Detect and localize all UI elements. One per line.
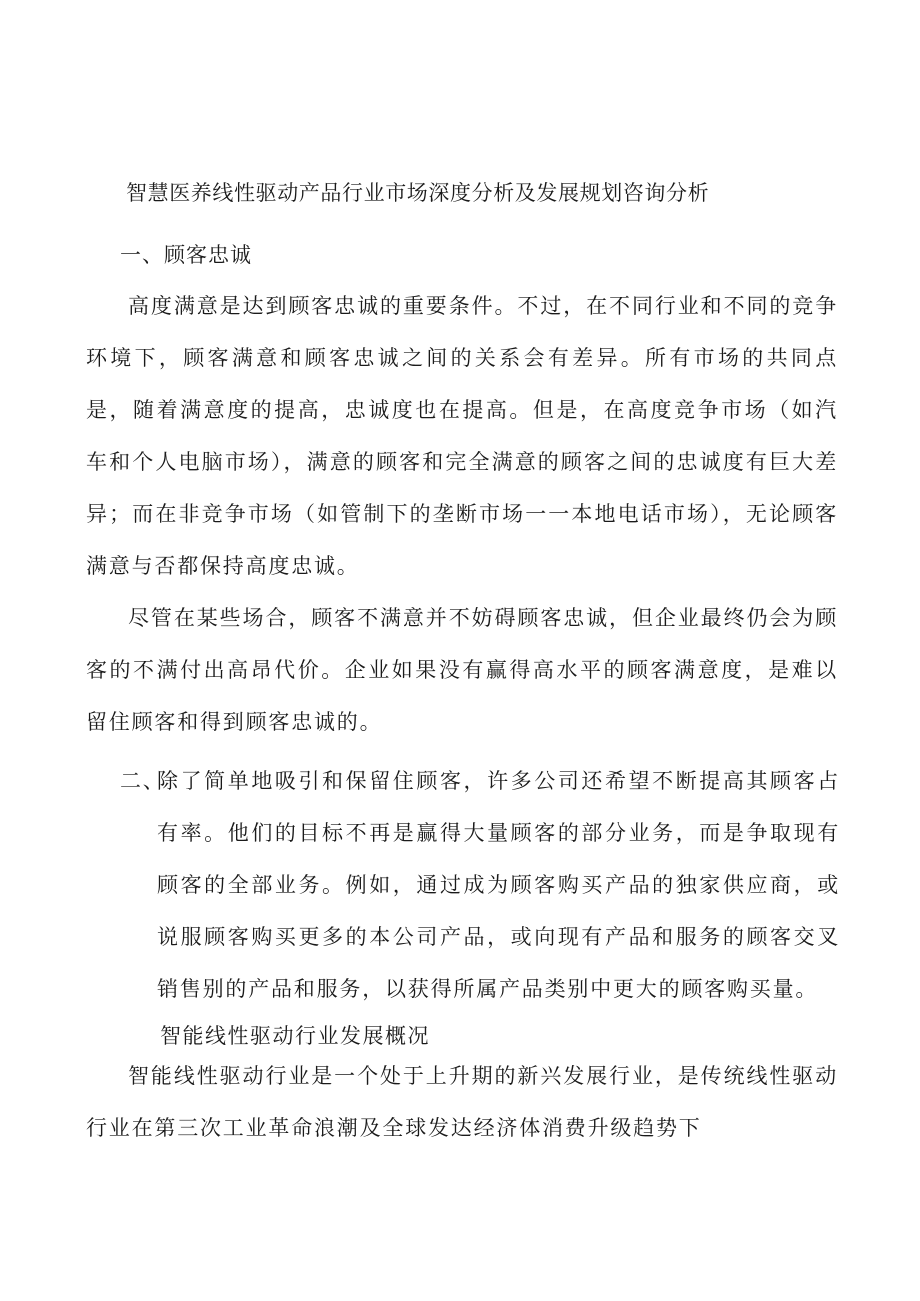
numbered-list-item: [120, 755, 840, 1015]
section-heading-industry-overview: 智能线性驱动行业发展概况: [160, 1024, 430, 1048]
list-item-text: 除了简单地吸引和保留住顾客，许多公司还希望不断提高其顾客占有率。他们的目标不再是赢得大量顾客的部分业务，而是争取现有顾客的全部业务。例如，通过成为顾客购买产品的独家供应商，或说服顾客购买更多的本公司产品，或向现有产品和服务的顾客交叉销售别的产品和服务，以获得所属产品类别中更大的顾客购买量。: [157, 769, 840, 1001]
document-title: 智慧医养线性驱动产品行业市场深度分析及发展规划咨询分析: [126, 181, 710, 205]
body-paragraph: 尽管在某些场合，顾客不满意并不妨碍顾客忠诚，但企业最终仍会为顾客的不满付出高昂代价。企业如果没有赢得高水平的顾客满意度，是难以留住顾客和得到顾客忠诚的。: [86, 606, 838, 734]
body-paragraph: 高度满意是达到顾客忠诚的重要条件。不过，在不同行业和不同的竞争环境下，顾客满意和顾客忠诚之间的关系会有差异。所有市场的共同点是，随着满意度的提高，忠诚度也在提高。但是，在高度竞争市场（如汽车和个人电脑市场），满意的顾客和完全满意的顾客之间的忠诚度有巨大差异；而在非竞争市场（如管制下的垄断市场一一本地电话市场），无论顾客满意与否都保持高度忠诚。: [86, 294, 838, 578]
body-paragraph: 智能线性驱动行业是一个处于上升期的新兴发展行业，是传统线性驱动行业在第三次工业革命浪潮及全球发达经济体消费升级趋势下: [86, 1064, 838, 1140]
list-item-number: 二、: [120, 769, 166, 793]
section-heading-customer-loyalty: 一、顾客忠诚: [120, 243, 252, 267]
